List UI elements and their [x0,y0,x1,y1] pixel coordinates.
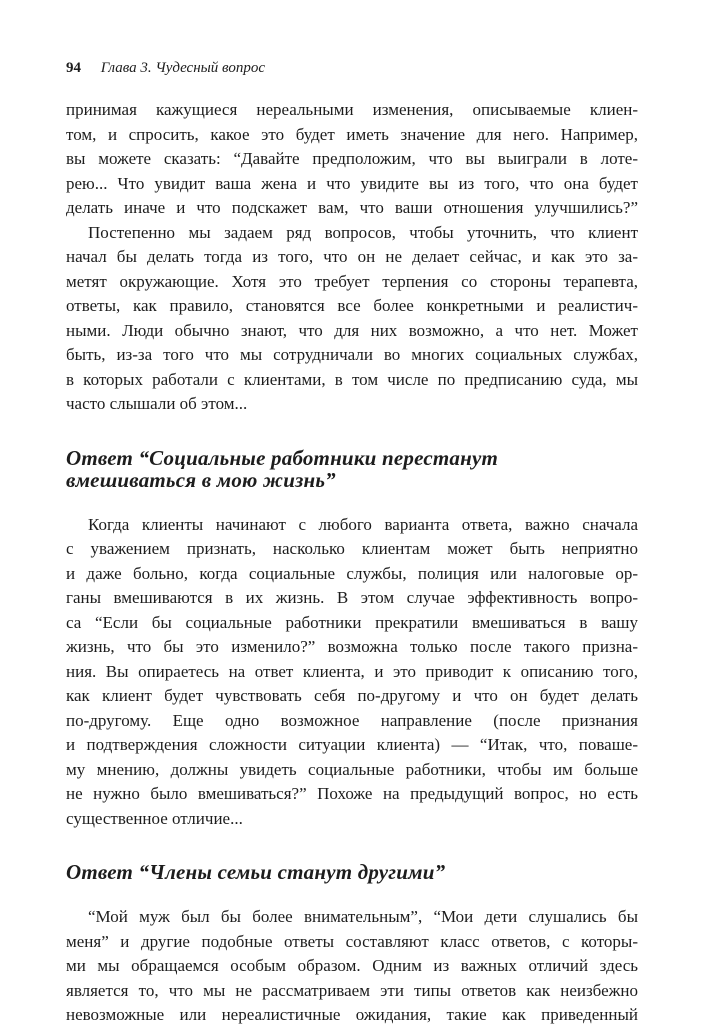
text-line: делать иначе и что подскажет вам, что ваши отношения улучшились?” [66,198,638,217]
text-line: метят окружающие. Хотя это требует терпения со стороны терапевта, [66,271,638,291]
text-line: са “Если бы социальные работники прекратили вмешиваться в вашу [66,612,638,632]
text-line: ными. Люди обычно знают, что для них возможно, а что нет. Может [66,320,638,340]
chapter-title: Глава 3. Чудесный вопрос [100,60,266,76]
paragraph-4 [66,905,638,1028]
text-line: рею... Что увидит ваша жена и что увидите вы из того, что она будет [66,173,638,193]
page-number: 94 [66,60,81,76]
text-line: том, и спросить, какое это будет иметь значение для него. Например, [66,124,638,144]
text-line: ния. Вы опираетесь на ответ клиента, и это приводит к описанию того, [66,661,638,681]
heading-line: вмешиваться в мою жизнь” [66,467,336,492]
text-line: быть, из-за того что мы сотрудничали во многих социальных службах, [66,345,638,364]
text-line: Когда клиенты начинают с любого варианта ответа, важно сначала [88,514,638,534]
running-head [66,58,638,78]
text-line: по-другому. Еще одно возможное направление (после признания [66,710,638,730]
text-line: не нужно было вмешиваться?” Похоже на предыдущий вопрос, но есть [66,784,638,803]
paragraph-1 [66,98,638,221]
heading-line: Ответ “Социальные работники перестанут [66,445,498,470]
book-page [66,58,638,1028]
text-line: как клиент будет чувствовать себя по-другому и что он будет делать [66,686,638,705]
text-line: начал бы делать тогда из того, что он не делает сейчас, и как это за- [66,247,638,266]
section-heading-social-workers [66,447,638,491]
text-line: Постепенно мы задаем ряд вопросов, чтобы уточнить, что клиент [88,222,638,242]
paragraph-2 [66,221,638,417]
text-line: с уважением признать, насколько клиентам может быть неприятно [66,539,638,558]
text-line: и даже больно, когда социальные службы, полиция или налоговые ор- [66,563,638,583]
heading-line: Ответ “Члены семьи станут другими” [66,860,446,884]
text-line: му мнению, должны увидеть социальные работники, чтобы им больше [66,759,638,779]
text-line: невозможные или нереалистичные ожидания, такие как приведенный [66,1005,638,1024]
text-line: меня” и другие подобные ответы составляют класс ответов, с которы- [66,931,638,951]
text-line: ответы, как правило, становятся все более конкретными и реалистич- [66,296,638,315]
text-line: “Мой муж был бы более внимательным”, “Мои дети слушались бы [88,907,638,926]
text-line: ганы вмешиваются в их жизнь. В этом случае эффективность вопро- [66,588,638,607]
section-heading-family-members [66,861,638,883]
paragraph-3 [66,513,638,832]
text-line: принимая кажущиеся нереальными изменения, описываемые клиен- [66,100,638,119]
text-line: является то, что мы не рассматриваем эти типы ответов как неизбежно [66,980,638,1000]
text-line: часто слышали об этом... [66,394,248,413]
text-line: и подтверждения сложности ситуации клиента) — “Итак, что, поваше- [66,735,638,754]
text-line: в которых работали с клиентами, в том числе по предписанию суда, мы [66,369,638,389]
text-line: вы можете сказать: “Давайте предположим, что вы выиграли в лоте- [66,149,638,168]
text-line: существенное отличие... [66,808,243,828]
text-line: ми мы обращаемся особым образом. Одним из важных отличий здесь [66,956,638,975]
text-line: жизнь, что бы это изменило?” возможна только после такого призна- [66,637,638,656]
